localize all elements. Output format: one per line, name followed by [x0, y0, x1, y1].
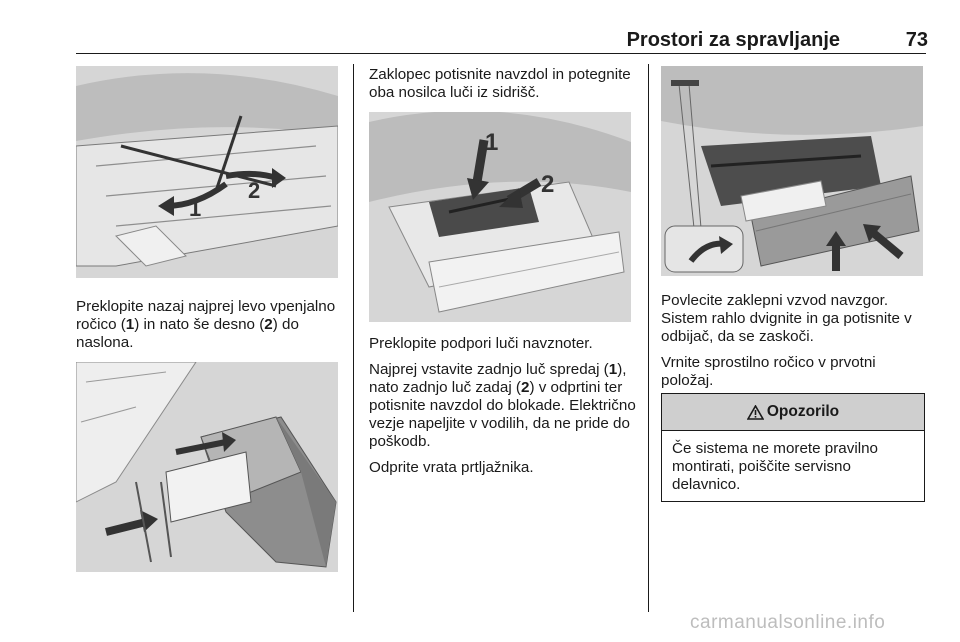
column-divider-right: [648, 64, 649, 612]
col2-paragraph-1: Zaklopec potisnite navzdol in potegnite oba nosilca luči iz sidrišč.: [369, 66, 631, 101]
col1-text-e: ) do naslona.: [76, 316, 299, 351]
warning-title: Opozorilo: [766, 403, 840, 420]
figure-levers: [76, 66, 338, 278]
col2-paragraph-3: [369, 361, 637, 451]
figure-levers-label-2: 2: [248, 178, 261, 203]
figure-insert-label-2: 2: [541, 171, 555, 198]
col3-text-block: [661, 292, 929, 398]
col2-p3-text-c: ), nato zadnjo luč zadaj (: [369, 361, 627, 396]
col1-text-a: Preklopite nazaj najprej levo vpenjalno ročico (: [76, 298, 336, 333]
warning-body: Če sistema ne morete pravilno montirati, poiščite servisno delavnico.: [672, 440, 878, 493]
warning-header: [662, 394, 924, 431]
warning-box: [661, 393, 925, 502]
col1-ref-2: 2: [264, 316, 273, 333]
warning-triangle-icon: [747, 405, 764, 420]
col2-p3-text-e: ) v odprtini ter potisnite navzdol do blokade. Električno vezje napeljite v vodilih, da ne pride do poškodb.: [369, 379, 636, 450]
figure-lamp-insert: [369, 112, 631, 322]
page-header-title: Prostori za spravljanje: [626, 29, 840, 51]
col2-ref-2: 2: [520, 379, 530, 396]
col1-text-c: ) in nato še desno (: [134, 316, 265, 333]
col2-paragraph-2: Preklopite podpori luči navznoter.: [369, 335, 593, 352]
col1-ref-1: 1: [125, 316, 135, 333]
figure-levers-label-1: 1: [189, 196, 202, 221]
col2-paragraph-4: Odprite vrata prtljažnika.: [369, 459, 534, 476]
header-rule: [76, 53, 926, 54]
col3-paragraph-1: Povlecite zaklepni vzvod navzgor. Sistem rahlo dvignite in ga potisnite v odbijač, da se zaskoči.: [661, 292, 912, 345]
col1-paragraph: [76, 298, 342, 352]
col2-text-block: [369, 335, 637, 485]
watermark: carmanualsonline.info: [690, 612, 886, 633]
col2-ref-1: 1: [608, 361, 618, 378]
col2-p3-text-a: Najprej vstavite zadnjo luč spredaj (: [369, 361, 609, 378]
page-number: 73: [905, 29, 928, 51]
col3-paragraph-2: Vrnite sprostilno ročico v prvotni položaj.: [661, 354, 876, 389]
column-divider-left: [353, 64, 354, 612]
figure-lock-lever: [661, 66, 923, 276]
figure-insert-label-1: 1: [485, 129, 499, 156]
figure-lamp-holder: [76, 362, 338, 572]
